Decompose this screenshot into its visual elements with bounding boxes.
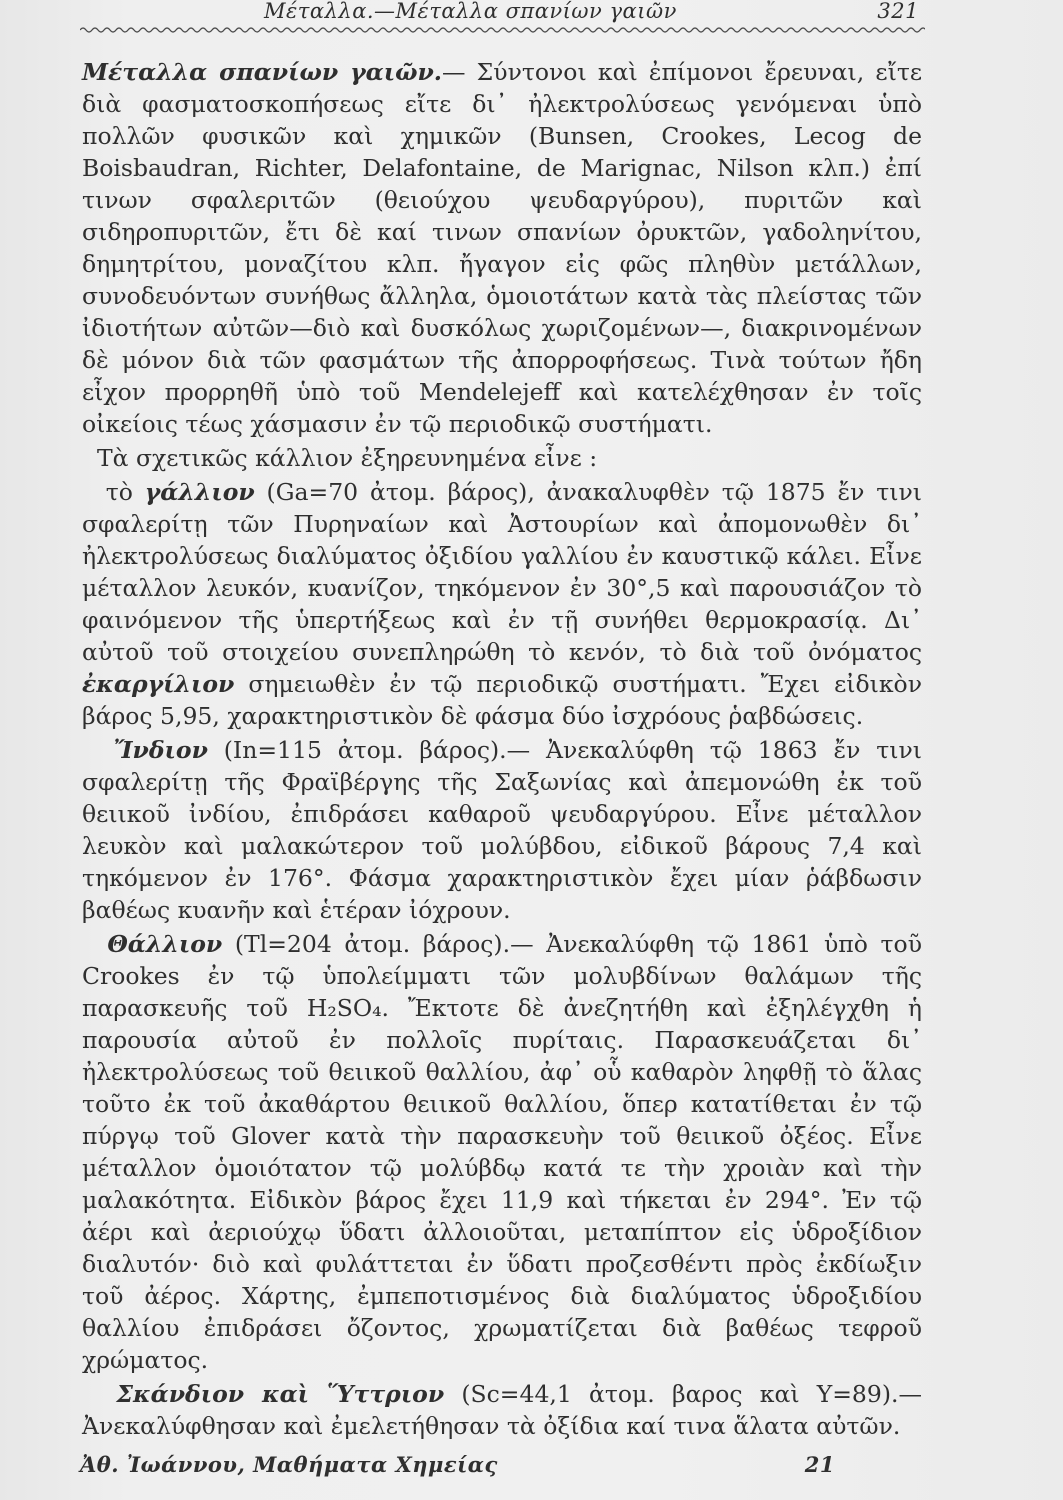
main-text — [82, 56, 922, 1442]
paragraph-intro — [82, 442, 922, 474]
paragraph-text: (Tl=204 ἀτομ. βάρος).— Ἀνεκαλύφθη τῷ 1861 ὑπὸ τοῦ Crookes ἐν τῷ ὑπολείμματι τῶν μολυβδίνων θαλάμων τῆς παρασκευῆς τοῦ H₂SO₄. Ἔκτοτε δὲ ἀνεζητήθη καὶ ἐξηλέγχθη ἡ παρουσία αὐτοῦ ἐν πολλοῖς πυρίταις. Παρασκευάζεται δι᾽ ἠλεκτρολύσεως τοῦ θειικοῦ θαλλίου, ἀφ᾽ οὗ καθαρὸν ληφθῇ τὸ ἅλας τοῦτο ἐκ τοῦ ἀκαθάρτου θειικοῦ θαλλίου, ὅπερ κατατίθεται ἐν τῷ πύργῳ τοῦ Glover κατὰ τὴν παρασκευὴν τοῦ θειικοῦ ὀξέος. Εἶνε μέταλλον ὁμοιότατον τῷ μολύβδῳ κατά τε τὴν χροιὰν καὶ τὴν μαλακότητα. Εἰδικὸν βάρος ἔχει 11,9 καὶ τήκεται ἐν 294°. Ἐν τῷ ἀέρι καὶ ἀεριούχῳ ὕδατι ἀλλοιοῦται, μεταπίπτον εἰς ὑδροξίδιον διαλυτόν· διὸ καὶ φυλάττεται ἐν ὕδατι προζεσθέντι πρὸς ἐκδίωξιν τοῦ ἀέρος. Χάρτης, ἐμπεποτισμένος διὰ διαλύματος ὑδροξιδίου θαλλίου ἐπιδράσει ὄζοντος, χρωματίζεται διὰ βαθέως τεφροῦ χρώματος. — [82, 930, 922, 1374]
page-number: 321 — [877, 0, 919, 23]
section-title-rare-earth-metals: Μέταλλα σπανίων γαιῶν. — [82, 58, 442, 86]
paragraph-text: (In=115 ἀτομ. βάρος).— Ἀνεκαλύφθη τῷ 1863 ἔν τινι σφαλερίτῃ τῆς Φραϊβέργης τῆς Σαξωνίας καὶ ἀπεμονώθη ἐκ τοῦ θειικοῦ ἰνδίου, ἐπιδράσει καθαροῦ ψευδαργύρου. Εἶνε μέταλλον λευκὸν καὶ μαλακώτερον τοῦ μολύβδου, εἰδικοῦ βάρους 7,4 καὶ τηκόμενον ἐν 176°. Φάσμα χαρακτηριστικὸν ἔχει μίαν ῥάβδωσιν βαθέως κυανῆν καὶ ἑτέραν ἰόχρουν. — [82, 736, 922, 924]
paragraph-indium — [82, 734, 922, 926]
paragraph-scandium-yttrium — [82, 1378, 922, 1442]
section-title-thallium: Θάλλιον — [107, 930, 223, 958]
paragraph-rare-earth-metals — [82, 56, 922, 440]
section-title-indium: Ἴνδιον — [113, 736, 208, 764]
header-wavy-rule — [80, 26, 925, 34]
section-title-scandium-yttrium: Σκάνδιον καὶ Ὕττριον — [116, 1380, 445, 1408]
paragraph-text: σημειωθὲν ἐν τῷ περιοδικῷ συστήματι. Ἔχει εἰδικὸν βάρος 5,95, χαρακτηριστικὸν δὲ φάσμα δύο ἰσχρόους ῥαβδώσεις. — [82, 670, 922, 730]
paragraph-text: (Ga=70 ἀτομ. βάρος), ἀνακαλυφθὲν τῷ 1875 ἔν τινι σφαλερίτῃ τῶν Πυρηναίων καὶ Ἀστουρίων καὶ ἀπομονωθὲν δι᾽ ἠλεκτρολύσεως διαλύματος ὀξιδίου γαλλίου ἐν καυστικῷ κάλει. Εἶνε μέταλλον λευκόν, κυανίζον, τηκόμενον ἐν 30°,5 καὶ παρουσιάζον τὸ φαινόμενον τῆς ὑπερτήξεως καὶ ἐν τῇ συνήθει θερμοκρασίᾳ. Δι᾽ αὐτοῦ τοῦ στοιχείου συνεπληρώθη τὸ κενόν, τὸ διὰ τοῦ ὀνόματος — [82, 478, 922, 666]
paragraph-thallium — [82, 928, 922, 1376]
term-ekaaluminium: ἐκαργίλιον — [82, 670, 235, 698]
paragraph-text: (Sc=44,1 ἀτομ. βαρος καὶ Y=89).— Ἀνεκαλύφθησαν καὶ ἐμελετήθησαν τὰ ὀξίδια καί τινα ἅλατα αὐτῶν. — [82, 1380, 922, 1440]
page-footer — [80, 1452, 925, 1480]
article-word: τὸ — [105, 478, 133, 506]
paragraph-text: — Σύντονοι καὶ ἐπίμονοι ἔρευναι, εἴτε διὰ φασματοσκοπήσεως εἴτε δι᾽ ἠλεκτρολύσεως γενόμεναι ὑπὸ πολλῶν φυσικῶν καὶ χημικῶν (Bunsen, Crookes, Lecog de Boisbaudran, Richter, Delafontaine, de Marignac, Nilson κλπ.) ἐπί τινων σφαλεριτῶν (θειούχου ψευδαργύρου), πυριτῶν καὶ σιδηροπυριτῶν, ἔτι δὲ καί τινων σπανίων ὀρυκτῶν, γαδοληνίτου, δημητρίτου, μοναζίτου κλπ. ἤγαγον εἰς φῶς πληθὺν μετάλλων, συνοδευόντων συνήθως ἄλληλα, ὁμοιοτάτων κατὰ τὰς πλείστας τῶν ἰδιοτήτων αὐτῶν—διὸ καὶ δυσκόλως χωριζομένων—, διακρινομένων δὲ μόνον διὰ τῶν φασμάτων τῆς ἀπορροφήσεως. Τινὰ τούτων ἤδη εἶχον προρρηθῆ ὑπὸ τοῦ Mendelejeff καὶ κατελέχθησαν ἐν τοῖς οἰκείοις τέως χάσμασιν ἐν τῷ περιοδικῷ συστήματι. — [82, 58, 922, 438]
paragraph-gallium — [82, 476, 922, 732]
section-title-gallium: γάλλιον — [144, 478, 255, 506]
paragraph-text: Τὰ σχετικῶς κάλλιον ἐξηρευνημένα εἶνε : — [96, 444, 598, 472]
footer-author-title: Ἀθ. Ἰωάννου, Μαθήματα Χημείας — [80, 1452, 498, 1477]
running-title: Μέταλλα.—Μέταλλα σπανίων γαιῶν — [264, 0, 677, 23]
page-header — [80, 0, 925, 24]
signature-mark: 21 — [804, 1452, 835, 1477]
